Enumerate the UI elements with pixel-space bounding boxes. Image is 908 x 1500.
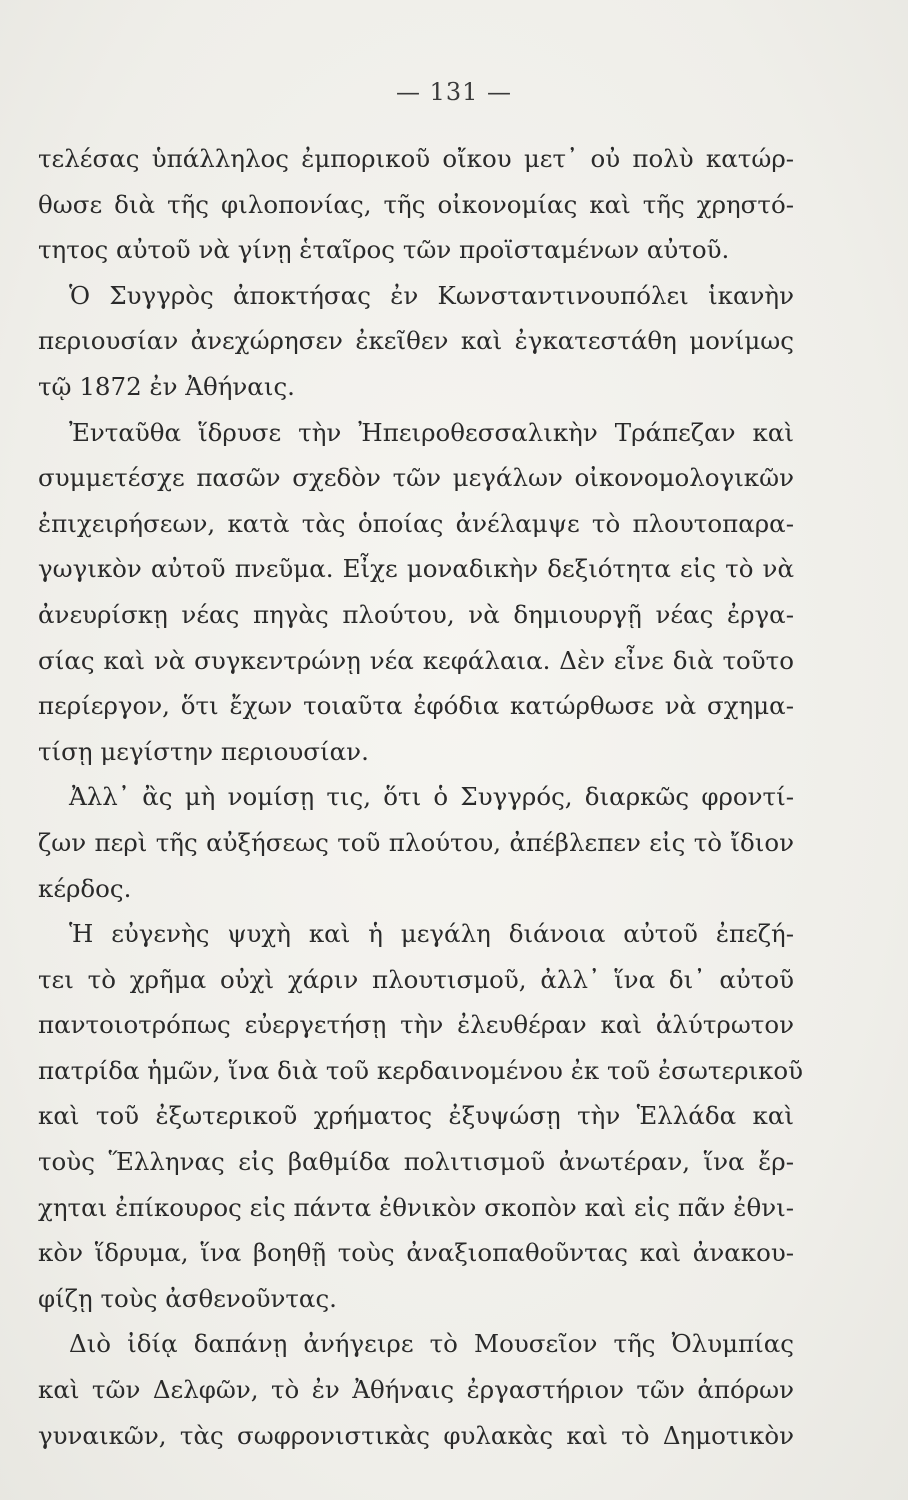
text-line: Ἐνταῦθα ἵδρυσε τὴν Ἠπειροθεσσαλικὴν Τράπεζαν καὶ (69, 417, 794, 447)
text-line: ἀνευρίσκῃ νέας πηγὰς πλούτου, νὰ δημιουργῇ νέας ἐργα- (38, 599, 794, 629)
text-line: τίσῃ μεγίστην περιουσίαν. (38, 736, 369, 766)
text-line: καὶ τῶν Δελφῶν, τὸ ἐν Ἀθήναις ἐργαστήριον τῶν ἀπόρων (38, 1375, 794, 1405)
text-line: κέρδος. (38, 873, 132, 903)
text-line: τει τὸ χρῆμα οὐχὶ χάριν πλουτισμοῦ, ἀλλ᾽ ἵνα δι᾽ αὐτοῦ (38, 964, 794, 994)
text-line: γυναικῶν, τὰς σωφρονιστικὰς φυλακὰς καὶ τὸ Δημοτικὸν (38, 1420, 794, 1450)
text-line: ζων περὶ τῆς αὐξήσεως τοῦ πλούτου, ἀπέβλεπεν εἰς τὸ ἴδιον (38, 827, 794, 857)
text-line: περίεργον, ὅτι ἔχων τοιαῦτα ἐφόδια κατώρθωσε νὰ σχημα- (38, 691, 794, 721)
text-line: Ὁ Συγγρὸς ἀποκτήσας ἐν Κωνσταντινουπόλει ἱκανὴν (69, 280, 794, 310)
text-line: συμμετέσχε πασῶν σχεδὸν τῶν μεγάλων οἰκονομολογικῶν (38, 463, 794, 493)
text-line: σίας καὶ νὰ συγκεντρώνῃ νέα κεφάλαια. Δὲν εἶνε διὰ τοῦτο (38, 645, 794, 675)
text-line: ἐπιχειρήσεων, κατὰ τὰς ὁποίας ἀνέλαμψε τὸ πλουτοπαρα- (38, 508, 794, 538)
page-body-text (38, 136, 804, 1458)
text-line: φίζῃ τοὺς ἀσθενοῦντας. (38, 1283, 337, 1313)
page-number: — 131 — (395, 78, 513, 106)
text-line: περιουσίαν ἀνεχώρησεν ἐκεῖθεν καὶ ἐγκατεστάθη μονίμως (38, 326, 794, 356)
text-line: χηται ἐπίκουρος εἰς πάντα ἐθνικὸν σκοπὸν καὶ εἰς πᾶν ἐθνι- (38, 1192, 794, 1222)
text-line: Διὸ ἰδίᾳ δαπάνῃ ἀνήγειρε τὸ Μουσεῖον τῆς Ὀλυμπίας (69, 1329, 794, 1359)
text-line: κὸν ἵδρυμα, ἵνα βοηθῇ τοὺς ἀναξιοπαθοῦντας καὶ ἀνακου- (38, 1238, 794, 1268)
text-line: τελέσας ὑπάλληλος ἐμπορικοῦ οἴκου μετ᾽ οὐ πολὺ κατώρ- (38, 144, 794, 173)
text-line: πατρίδα ἡμῶν, ἵνα διὰ τοῦ κερδαινομένου ἐκ τοῦ ἐσωτερικοῦ (38, 1055, 804, 1085)
text-line: καὶ τοῦ ἐξωτερικοῦ χρήματος ἐξυψώσῃ τὴν Ἑλλάδα καὶ (38, 1101, 794, 1131)
text-line: τητος αὐτοῦ νὰ γίνῃ ἑταῖρος τῶν προϊσταμένων αὐτοῦ. (38, 235, 730, 265)
text-line: Ἀλλ᾽ ἂς μὴ νομίσῃ τις, ὅτι ὁ Συγγρός, διαρκῶς φροντί- (69, 782, 794, 812)
text-line: τῷ 1872 ἐν Ἀθήναις. (38, 371, 295, 401)
text-line: Ἡ εὐγενὴς ψυχὴ καὶ ἡ μεγάλη διάνοια αὐτοῦ ἐπεζή- (69, 919, 794, 949)
text-line: τοὺς Ἕλληνας εἰς βαθμίδα πολιτισμοῦ ἀνωτέραν, ἵνα ἔρ- (38, 1147, 794, 1177)
text-line: γωγικὸν αὐτοῦ πνεῦμα. Εἶχε μοναδικὴν δεξιότητα εἰς τὸ νὰ (38, 554, 794, 584)
text-line: παντοιοτρόπως εὐεργετήσῃ τὴν ἐλευθέραν καὶ ἀλύτρωτον (38, 1010, 794, 1040)
text-line: θωσε διὰ τῆς φιλοπονίας, τῆς οἰκονομίας καὶ τῆς χρηστό- (38, 189, 794, 219)
